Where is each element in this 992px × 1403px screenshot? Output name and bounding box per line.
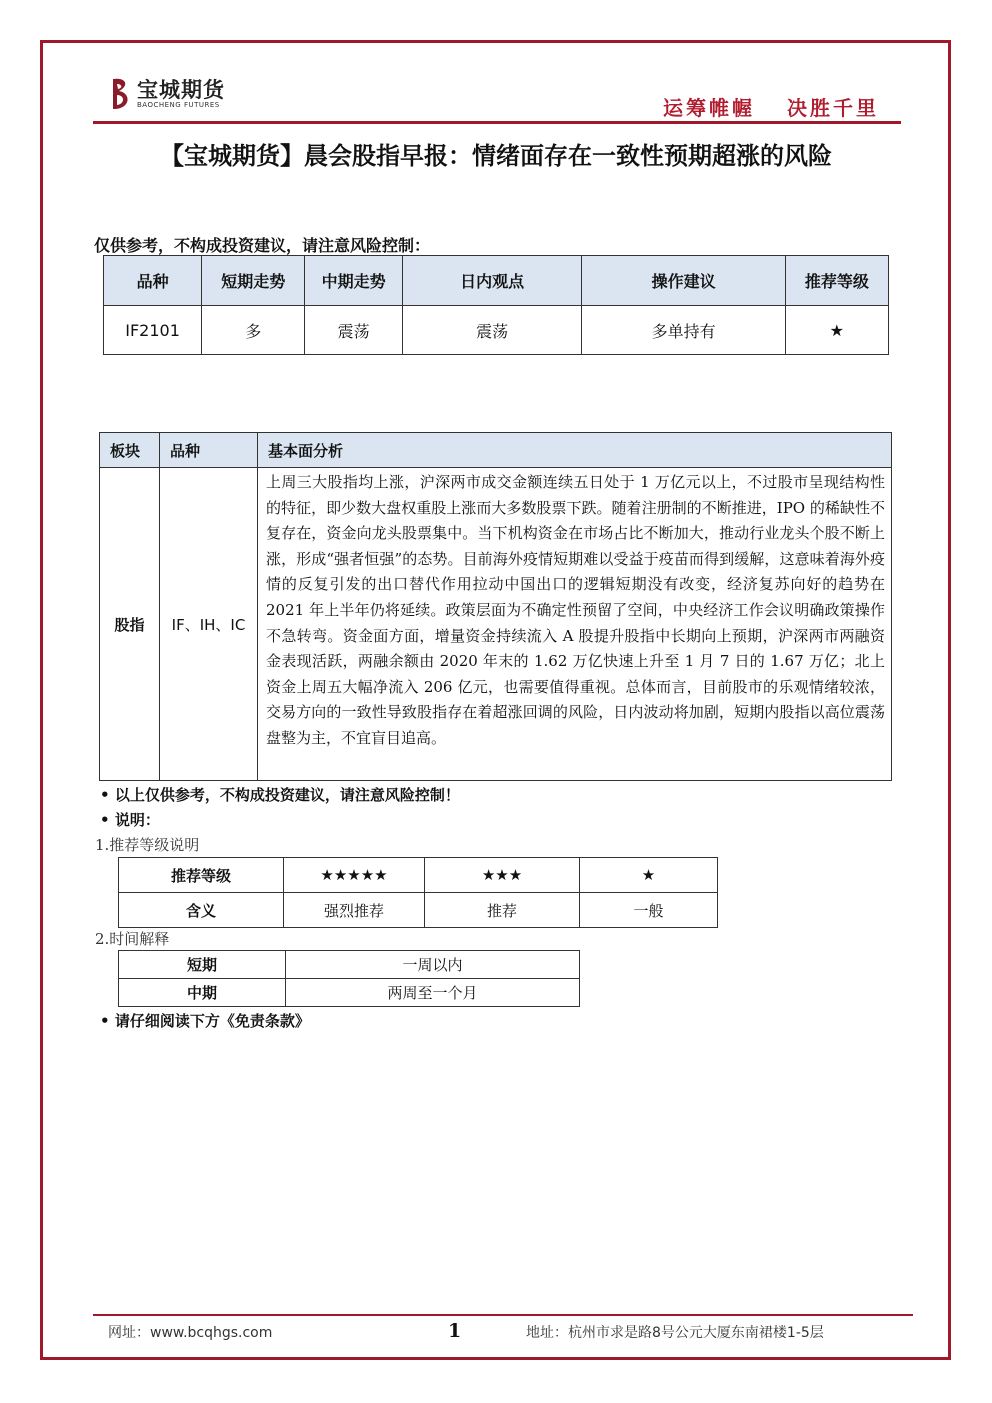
rating-meaning-label: 含义 bbox=[119, 893, 284, 928]
page-header bbox=[95, 68, 905, 124]
header-slogan bbox=[663, 92, 879, 121]
rating-level-label: 推荐等级 bbox=[119, 858, 284, 893]
top-disclaimer: 仅供参考，不构成投资建议，请注意风险控制： bbox=[94, 236, 431, 255]
rating-meaning-cell: 强烈推荐 bbox=[284, 893, 425, 928]
bullet-read-terms: • 请仔细阅读下方《免责条款》 bbox=[100, 1012, 310, 1030]
summary-header-cell: 操作建议 bbox=[582, 256, 785, 306]
rating-table bbox=[118, 857, 718, 928]
bullet-disclaimer-text: 以上仅供参考，不构成投资建议，请注意风险控制！ bbox=[114, 786, 460, 804]
summary-header-cell: 日内观点 bbox=[402, 256, 582, 306]
page-number: 1 bbox=[448, 1320, 462, 1342]
summary-header-cell: 推荐等级 bbox=[785, 256, 888, 306]
analysis-header-cell: 品种 bbox=[160, 433, 258, 468]
summary-cell-mid-trend: 震荡 bbox=[305, 306, 402, 355]
footer-website: 网址：www.bcqhgs.com bbox=[108, 1325, 273, 1341]
summary-cell-variety: IF2101 bbox=[104, 306, 202, 355]
bullet-read-terms-text: 请仔细阅读下方《免责条款》 bbox=[114, 1012, 310, 1030]
header-rule bbox=[93, 121, 901, 124]
rating-meaning-row bbox=[119, 893, 718, 928]
slogan-left: 运筹帷幄 bbox=[663, 96, 755, 120]
summary-header-cell: 品种 bbox=[104, 256, 202, 306]
report-title: 【宝城期货】晨会股指早报：情绪面存在一致性预期超涨的风险 bbox=[160, 142, 832, 170]
analysis-header-cell: 基本面分析 bbox=[258, 433, 892, 468]
logo-chinese-name: 宝城期货 bbox=[137, 77, 225, 102]
summary-header-row bbox=[104, 256, 889, 306]
rating-level-row bbox=[119, 858, 718, 893]
footer-rule bbox=[93, 1314, 913, 1316]
footer-address: 地址：杭州市求是路8号公元大厦东南裙楼1-5层 bbox=[526, 1325, 824, 1341]
logo-icon bbox=[107, 76, 133, 112]
company-logo bbox=[107, 76, 225, 112]
summary-data-row bbox=[104, 306, 889, 355]
logo-english-name: BAOCHENG FUTURES bbox=[137, 101, 220, 109]
slogan-right: 决胜千里 bbox=[787, 96, 879, 120]
rating-level-cell: ★★★ bbox=[425, 858, 580, 893]
rating-note-title: 1.推荐等级说明 bbox=[95, 836, 200, 854]
time-short-row bbox=[119, 951, 580, 979]
summary-cell-rating: ★ bbox=[785, 306, 888, 355]
analysis-sector: 股指 bbox=[100, 468, 160, 781]
analysis-table bbox=[99, 432, 892, 781]
analysis-header-cell: 板块 bbox=[100, 433, 160, 468]
analysis-header-row bbox=[100, 433, 892, 468]
rating-meaning-cell: 推荐 bbox=[425, 893, 580, 928]
rating-level-cell: ★★★★★ bbox=[284, 858, 425, 893]
summary-cell-intraday-view: 震荡 bbox=[402, 306, 582, 355]
analysis-text: 上周三大股指均上涨，沪深两市成交金额连续五日处于 1 万亿元以上，不过股市呈现结构性的特征，即少数大盘权重股上涨而大多数股票下跌。随着注册制的不断推进，IPO 的稀缺性不复存在，资金向龙头股票集中。当下机构资金在市场占比不断加大，推动行业龙头个股不断上涨，形成“强者恒强”的态势。目前海外疫情短期难以受益于疫苗而得到缓解，这意味着海外疫情的反复引发的出口替代作用拉动中国出口的逻辑短期没有改变，经济复苏向好的趋势在 2021 年上半年仍将延续。政策层面为不确定性预留了空间，中央经济工作会议明确政策操作不急转弯。资金面方面，增量资金持续流入 A 股提升股指中长期向上预期，沪深两市两融资金表现活跃，两融余额由 2020 年末的 1.62 万亿快速上升至 1 月 7 日的 1.67 万亿；北上资金上周五大幅净流入 206 亿元，也需要值得重视。总体而言，目前股市的乐观情绪较浓，交易方向的一致性导致股指存在着超涨回调的风险，日内波动将加剧，短期内股指以高位震荡盘整为主，不宜盲目追高。 bbox=[258, 468, 892, 781]
time-table bbox=[118, 950, 580, 1007]
summary-cell-short-trend: 多 bbox=[202, 306, 305, 355]
summary-table bbox=[103, 255, 889, 355]
time-mid-row bbox=[119, 979, 580, 1007]
summary-header-cell: 短期走势 bbox=[202, 256, 305, 306]
bullet-explain: • 说明： bbox=[100, 811, 160, 829]
summary-header-cell: 中期走势 bbox=[305, 256, 402, 306]
bullet-disclaimer: • 以上仅供参考，不构成投资建议，请注意风险控制！ bbox=[100, 786, 460, 804]
rating-meaning-cell: 一般 bbox=[580, 893, 718, 928]
time-note-title: 2.时间解释 bbox=[95, 930, 170, 948]
time-mid-label: 中期 bbox=[119, 979, 286, 1007]
time-short-value: 一周以内 bbox=[286, 951, 580, 979]
summary-cell-suggestion: 多单持有 bbox=[582, 306, 785, 355]
analysis-data-row bbox=[100, 468, 892, 781]
analysis-varieties: IF、IH、IC bbox=[160, 468, 258, 781]
time-mid-value: 两周至一个月 bbox=[286, 979, 580, 1007]
rating-level-cell: ★ bbox=[580, 858, 718, 893]
time-short-label: 短期 bbox=[119, 951, 286, 979]
bullet-explain-text: 说明： bbox=[114, 811, 160, 829]
